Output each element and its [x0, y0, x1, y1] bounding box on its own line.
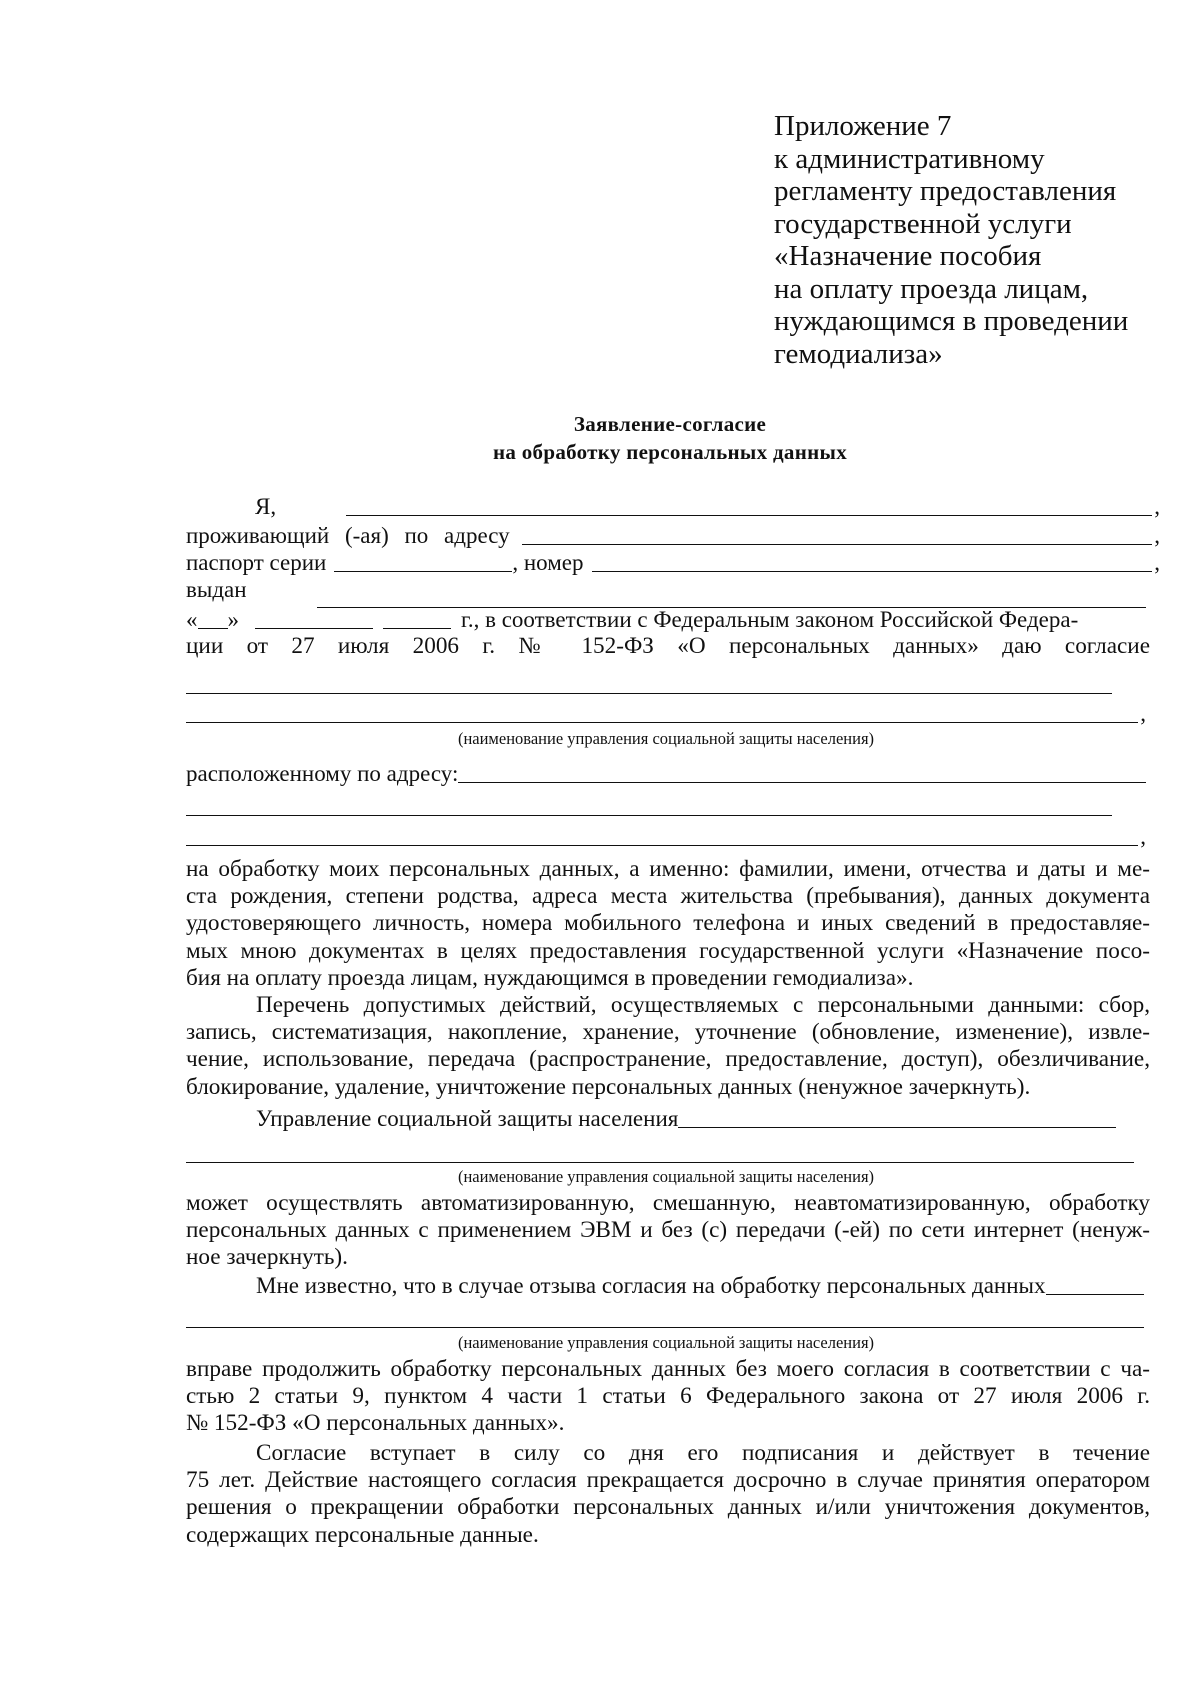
full-name-field[interactable]: [346, 514, 1152, 516]
paragraph-line: стью 2 статьи 9, пунктом 4 части 1 статьи 6 Федерального закона от 27 июля 2006 г.: [186, 1383, 1150, 1410]
department-caption: (наименование управления социальной защиты населения): [457, 729, 875, 748]
paragraph-line: ное зачеркнуть).: [186, 1244, 348, 1271]
department-name-field[interactable]: [678, 1126, 1116, 1128]
document-title: Заявление-согласие: [573, 412, 767, 436]
address-field[interactable]: [522, 543, 1153, 545]
appendix-line: Приложение 7: [774, 110, 952, 142]
department-line-2-row: [186, 700, 1146, 728]
revocation-department-field[interactable]: [1046, 1293, 1144, 1295]
department-row: [256, 1105, 1116, 1133]
appendix-line: регламенту предоставления: [774, 175, 1117, 207]
appendix-line: к административному: [774, 142, 1045, 175]
law-intro-text: г., в соответствии с Федеральным законом Российской Федера-: [461, 607, 1079, 632]
paragraph-line: бия на оплату проезда лицам, нуждающимся в проведении гемодиализа».: [186, 964, 914, 991]
department-name-line-2[interactable]: [186, 1162, 1134, 1163]
appendix-line: государственной услуги: [774, 207, 1072, 240]
ya-label: Я,: [255, 494, 277, 519]
department-label: Управление социальной защиты населения: [256, 1106, 679, 1131]
revocation-row: [256, 1272, 1144, 1300]
paragraph-line: удостоверяющего личность, номера мобильного телефона и иных сведений в предоставляе-: [186, 910, 1150, 937]
paragraph-line: блокирование, удаление, уничтожение персональных данных (ненужное зачеркнуть).: [186, 1073, 1031, 1100]
passport-series-field[interactable]: [334, 570, 512, 572]
passport-row: [186, 549, 1160, 577]
address-row: [186, 522, 1160, 550]
paragraph-line: содержащих персональные данные.: [186, 1521, 539, 1548]
passport-number-field[interactable]: [592, 570, 1153, 572]
appendix-line: на оплату проезда лицам,: [774, 272, 1089, 305]
paragraph-line: № 152-ФЗ «О персональных данных».: [186, 1410, 565, 1437]
issued-row: [186, 576, 1146, 604]
paragraph-line: мых мною документах в целях предоставления государственной услуги «Назначение посо-: [186, 937, 1150, 964]
department-caption: (наименование управления социальной защиты населения): [457, 1167, 875, 1186]
department-line-1[interactable]: [186, 693, 1112, 694]
department-line-2[interactable]: [186, 721, 1138, 723]
revocation-label: Мне известно, что в случае отзыва согласия на обработку персональных данных: [256, 1273, 1046, 1298]
located-label: расположенному по адресу:: [186, 761, 459, 786]
paragraph-line: на обработку моих персональных данных, а именно: фамилии, имени, отчества и даты и ме-: [186, 856, 1150, 882]
located-row: [186, 760, 1146, 788]
comma: ,: [1154, 494, 1160, 519]
comma: ,: [1140, 701, 1146, 726]
law-line: [186, 633, 1150, 660]
paragraph-line: вправе продолжить обработку персональных данных без моего согласия в соответствии с ча-: [186, 1356, 1150, 1382]
appendix-line: «Назначение пособия: [774, 240, 1042, 272]
comma: ,: [1140, 824, 1146, 849]
paragraph-processing: [186, 1190, 1150, 1272]
paragraph-actions: [186, 992, 1150, 1101]
paragraph-validity: [186, 1440, 1150, 1549]
appendix-line: гемодиализа»: [774, 337, 943, 370]
passport-series-label: паспорт серии: [186, 550, 327, 575]
revocation-line-2[interactable]: [186, 1327, 1144, 1328]
day-field[interactable]: [198, 627, 228, 629]
paragraph-line: Перечень допустимых действий, осуществляемых с персональными данными: сбор,: [256, 992, 1150, 1018]
appendix-block: [774, 110, 1174, 370]
located-address-line-3-row: [186, 823, 1146, 851]
comma: ,: [1154, 550, 1160, 575]
passport-number-label: , номер: [512, 550, 584, 575]
paragraph-line: Согласие вступает в силу со дня его подписания и действует в течение: [256, 1440, 1150, 1466]
date-row: [186, 606, 1150, 634]
paragraph-line: решения о прекращении обработки персональных данных и/или уничтожения документов,: [186, 1494, 1150, 1521]
located-address-field[interactable]: [458, 781, 1146, 783]
name-row: [255, 493, 1160, 521]
quote-open: «: [186, 607, 198, 632]
paragraph-line: персональных данных с применением ЭВМ и без (с) передачи (-ей) по сети интернет (ненуж-: [186, 1217, 1150, 1244]
paragraph-consent: [186, 856, 1150, 992]
comma: ,: [1154, 523, 1160, 548]
document-subtitle: на обработку персональных данных: [493, 440, 847, 464]
year-field[interactable]: [383, 627, 451, 629]
department-caption: (наименование управления социальной защиты населения): [457, 1333, 875, 1352]
appendix-line: нуждающимся в проведении: [774, 305, 1129, 337]
issued-label: выдан: [186, 577, 247, 602]
located-address-line-3[interactable]: [186, 844, 1138, 846]
quote-close: »: [227, 607, 239, 632]
located-address-line-2[interactable]: [186, 815, 1112, 816]
law-line-text: ции от 27 июля 2006 г. № 152-ФЗ «О персональных данных» даю согласие: [186, 633, 1150, 659]
paragraph-line: чение, использование, передача (распространение, предоставление, доступ), обезличивание,: [186, 1046, 1150, 1073]
paragraph-line: 75 лет. Действие настоящего согласия прекращается досрочно в случае принятия оператором: [186, 1467, 1150, 1494]
paragraph-line: запись, систематизация, накопление, хранение, уточнение (обновление, изменение), извле-: [186, 1019, 1150, 1046]
month-field[interactable]: [255, 627, 373, 629]
paragraph-line: ста рождения, степени родства, адреса места жительства (пребывания), данных документа: [186, 883, 1150, 910]
paragraph-law-reference: [186, 1356, 1150, 1438]
address-label: проживающий (-ая) по адресу: [186, 523, 510, 548]
paragraph-line: может осуществлять автоматизированную, смешанную, неавтоматизированную, обработку: [186, 1190, 1150, 1216]
